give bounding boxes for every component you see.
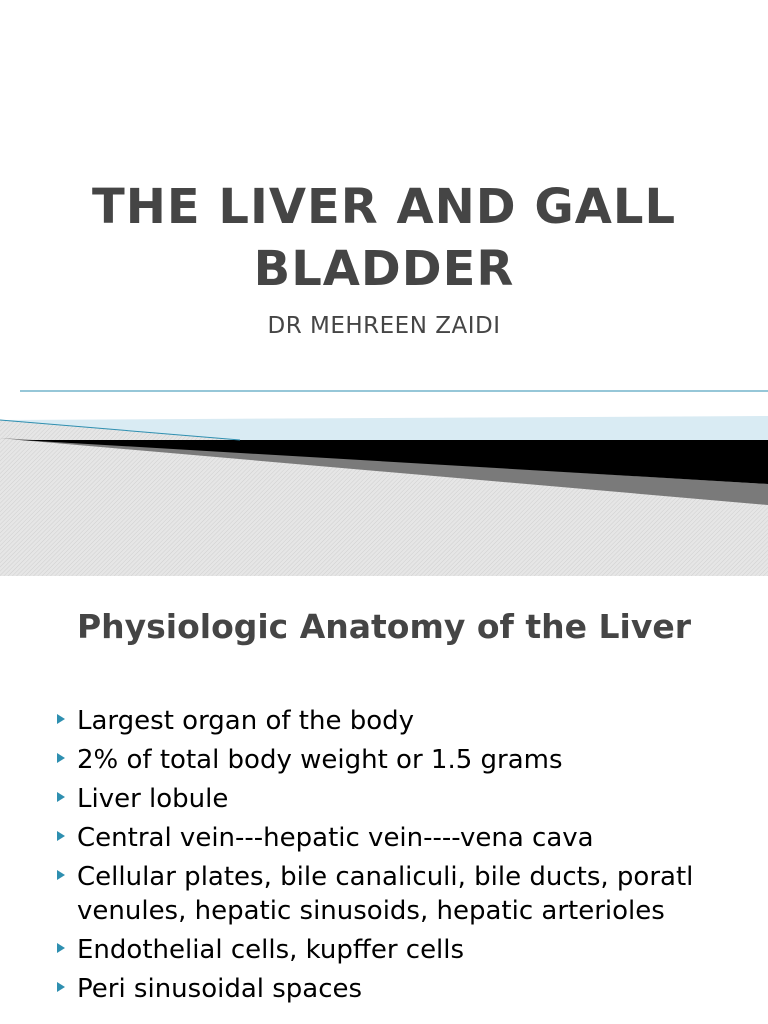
bullet-text: Endothelial cells, kupffer cells [77,935,465,965]
bullet-text: Liver lobule [77,784,229,814]
list-item [0,860,768,928]
bullet-text: Cellular plates, bile canaliculi, bile ducts, poratl venules, hepatic sinusoids, hepatic arterioles [77,862,694,926]
list-item [0,704,768,738]
slide-title: THE LIVER AND GALL BLADDER [91,179,677,297]
list-item [0,972,768,1006]
decorative-bands [0,380,768,576]
triangle-right-icon [57,753,65,763]
list-item [0,743,768,777]
bullet-text: Peri sinusoidal spaces [77,974,363,1004]
triangle-right-icon [57,870,65,880]
list-item [0,933,768,967]
bullet-text: 2% of total body weight or 1.5 grams [77,745,563,775]
list-item [0,821,768,855]
bullet-text: Central vein---hepatic vein----vena cava [77,823,594,853]
bullet-list [0,704,768,1011]
slide-subtitle: DR MEHREEN ZAIDI [267,313,501,339]
triangle-right-icon [57,792,65,802]
bullet-text: Largest organ of the body [77,706,415,736]
triangle-right-icon [57,831,65,841]
triangle-right-icon [57,943,65,953]
triangle-right-icon [57,982,65,992]
triangle-right-icon [57,714,65,724]
list-item [0,782,768,816]
content-slide [0,576,768,1024]
slide-title: Physiologic Anatomy of the Liver [76,607,692,646]
